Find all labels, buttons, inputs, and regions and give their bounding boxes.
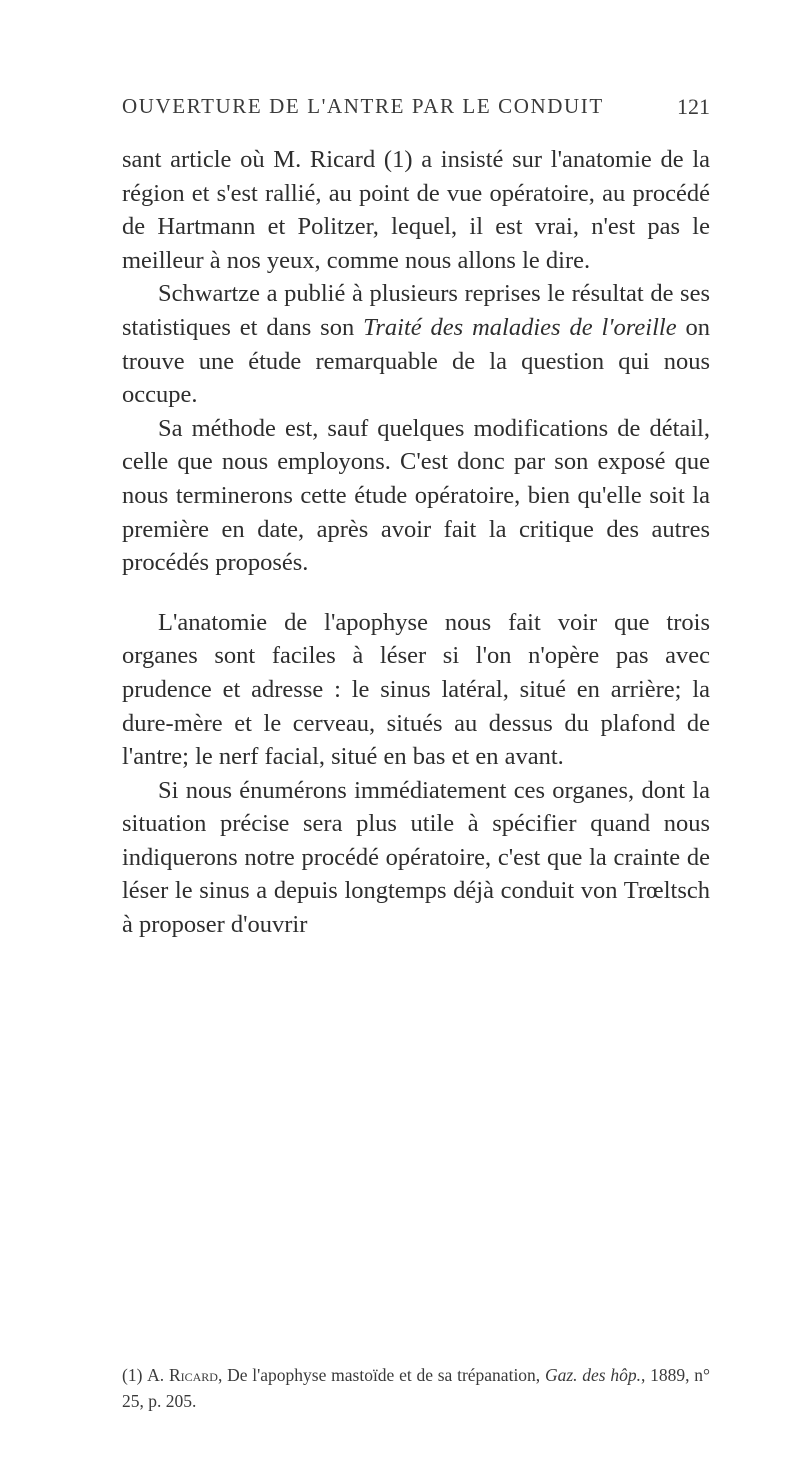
paragraph-text: Sa méthode est, sauf quelques modifications de détail, celle que nous employons. C'est donc par son exposé que nous terminerons cette étude opératoire, bien qu'elle soit la première en date, après avoir fait la critique des autres procédés proposés. <box>122 414 710 577</box>
running-title: OUVERTURE DE L'ANTRE PAR LE CONDUIT <box>122 94 604 118</box>
paragraph-text: L'anatomie de l'apophyse nous fait voir que trois organes sont faciles à léser si l'on n'opère pas avec prudence et adresse : le sinus latéral, situé en arrière; la dure-mère et le cerveau, situés au dessus du plafond de l'antre; le nerf facial, situé en bas et en avant. <box>122 608 710 771</box>
paragraph-text: on trouve une étude remarquable de la question qui nous occupe. <box>122 313 710 409</box>
footnote-title: , De l'apophyse mastoïde et de sa trépanation, <box>217 1365 545 1385</box>
paragraph-continuation <box>122 143 710 277</box>
footnote-citation: , 1889, n° 25, p. 205. <box>122 1365 711 1411</box>
paragraph-methode <box>122 412 710 580</box>
paragraph-text: sant article où M. Ricard (1) a insisté sur l'anatomie de la région et s'est rallié, au point de vue opératoire, au procédé de Hartmann et Politzer, lequel, il est vrai, n'est pas le meilleur à nos yeux, comme nous allons le dire. <box>122 146 710 274</box>
paragraph-enumeration <box>122 774 710 942</box>
footnote-marker: (1) <box>122 1365 148 1385</box>
footnote <box>122 1362 710 1414</box>
paragraph-anatomie <box>122 606 710 774</box>
body-text <box>122 143 710 942</box>
paragraph-text: Schwartze a publié à plusieurs reprises le résultat de ses statistiques et dans son <box>122 280 710 341</box>
footnote-journal: Gaz. des hôp. <box>544 1365 641 1385</box>
running-head <box>88 92 710 122</box>
paragraph-text: Si nous énumérons immédiatement ces organes, dont la situation précise sera plus utile à spécifier quand nous indiquerons notre procédé opératoire, c'est que la crainte de léser le sinus a depuis longtemps déjà conduit von Trœltsch à proposer d'ouvrir <box>122 776 710 939</box>
footnote-author: A. Ricard <box>147 1365 218 1385</box>
paragraph-schwartze <box>122 277 710 411</box>
book-title-italic: Traité des maladies de l'oreille <box>363 313 677 341</box>
page-number: 121 <box>677 94 710 119</box>
